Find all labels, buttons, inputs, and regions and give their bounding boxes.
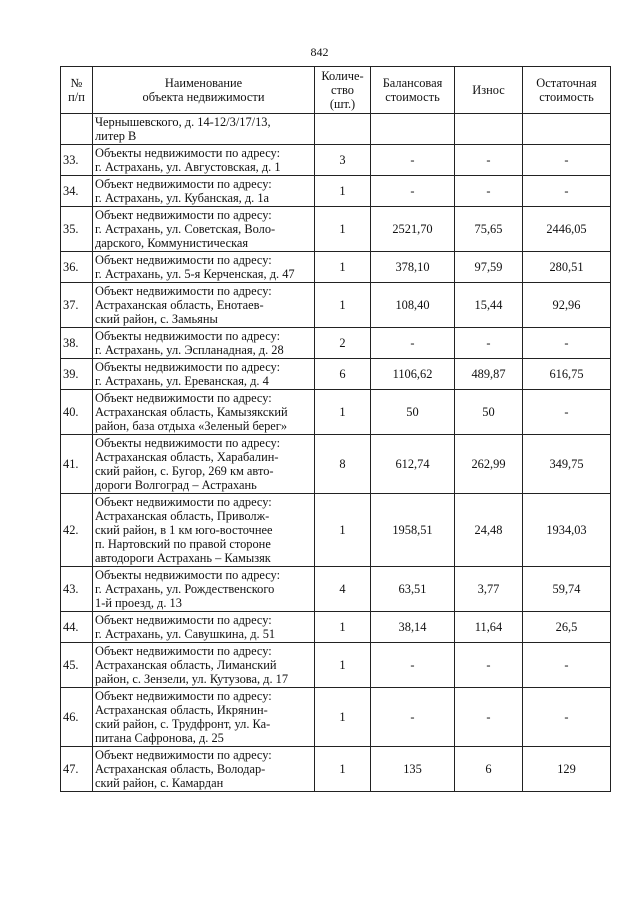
object-name: Объект недвижимости по адресу: Астраханская область, Камызякский район, база отдыха «Зеленый берег» [93,390,315,435]
balance-value: - [371,643,455,688]
quantity: 2 [315,328,371,359]
table-row [61,612,611,643]
row-number: 33. [61,145,93,176]
wear-value: 489,87 [455,359,523,390]
quantity: 1 [315,688,371,747]
table-row [61,207,611,252]
wear-value: 50 [455,390,523,435]
row-number: 43. [61,567,93,612]
wear-value: 6 [455,747,523,792]
object-name: Объект недвижимости по адресу: Астраханская область, Лиманский район, с. Зензели, ул. Кутузова, д. 17 [93,643,315,688]
col-header-name: Наименование объекта недвижимости [93,67,315,114]
quantity: 1 [315,643,371,688]
row-number: 35. [61,207,93,252]
balance-value [371,114,455,145]
quantity: 1 [315,747,371,792]
table-row [61,390,611,435]
quantity: 3 [315,145,371,176]
residual-value: - [523,643,611,688]
quantity: 6 [315,359,371,390]
col-header-qty: Количе- ство (шт.) [315,67,371,114]
balance-value: 1958,51 [371,494,455,567]
table-row [61,567,611,612]
quantity: 1 [315,176,371,207]
object-name: Объекты недвижимости по адресу: г. Астрахань, ул. Эспланадная, д. 28 [93,328,315,359]
quantity: 8 [315,435,371,494]
table-row [61,359,611,390]
wear-value: 97,59 [455,252,523,283]
balance-value: - [371,176,455,207]
table-row [61,688,611,747]
residual-value: 1934,03 [523,494,611,567]
quantity: 1 [315,207,371,252]
wear-value: 262,99 [455,435,523,494]
row-number: 40. [61,390,93,435]
residual-value: - [523,176,611,207]
balance-value: 378,10 [371,252,455,283]
row-number: 34. [61,176,93,207]
balance-value: 63,51 [371,567,455,612]
table-row [61,494,611,567]
row-number: 36. [61,252,93,283]
table-row [61,643,611,688]
wear-value [455,114,523,145]
quantity: 1 [315,494,371,567]
row-number [61,114,93,145]
residual-value: 280,51 [523,252,611,283]
table-row [61,176,611,207]
residual-value: 59,74 [523,567,611,612]
balance-value: 38,14 [371,612,455,643]
object-name: Объекты недвижимости по адресу: Астраханская область, Харабалин- ский район, с. Бугор, 269 км авто- дороги Волгоград – Астрахань [93,435,315,494]
row-number: 38. [61,328,93,359]
residual-value: 26,5 [523,612,611,643]
row-number: 37. [61,283,93,328]
table-row [61,145,611,176]
property-table [60,66,611,792]
quantity: 1 [315,390,371,435]
object-name: Объект недвижимости по адресу: Астраханская область, Володар- ский район, с. Камардан [93,747,315,792]
col-header-balance: Балансовая стоимость [371,67,455,114]
residual-value: 349,75 [523,435,611,494]
wear-value: 11,64 [455,612,523,643]
quantity: 1 [315,252,371,283]
residual-value: - [523,688,611,747]
row-number: 45. [61,643,93,688]
balance-value: 50 [371,390,455,435]
wear-value: - [455,688,523,747]
balance-value: 612,74 [371,435,455,494]
balance-value: - [371,688,455,747]
residual-value: - [523,328,611,359]
quantity: 1 [315,612,371,643]
row-number: 39. [61,359,93,390]
wear-value: - [455,328,523,359]
wear-value: - [455,145,523,176]
object-name: Объект недвижимости по адресу: г. Астрахань, ул. Советская, Воло- дарского, Коммунистическая [93,207,315,252]
quantity [315,114,371,145]
balance-value: 135 [371,747,455,792]
table-row [61,435,611,494]
wear-value: 3,77 [455,567,523,612]
residual-value: 2446,05 [523,207,611,252]
wear-value: 24,48 [455,494,523,567]
object-name: Объект недвижимости по адресу: г. Астрахань, ул. Савушкина, д. 51 [93,612,315,643]
balance-value: 108,40 [371,283,455,328]
object-name: Объекты недвижимости по адресу: г. Астрахань, ул. Ереванская, д. 4 [93,359,315,390]
balance-value: - [371,145,455,176]
table-row [61,114,611,145]
table-row [61,283,611,328]
quantity: 4 [315,567,371,612]
table-header-row [61,67,611,114]
row-number: 47. [61,747,93,792]
residual-value: - [523,390,611,435]
wear-value: - [455,643,523,688]
col-header-no: № п/п [61,67,93,114]
object-name: Объект недвижимости по адресу: г. Астрахань, ул. Кубанская, д. 1а [93,176,315,207]
table-row [61,747,611,792]
table-row [61,252,611,283]
wear-value: 15,44 [455,283,523,328]
balance-value: - [371,328,455,359]
residual-value: - [523,145,611,176]
balance-value: 2521,70 [371,207,455,252]
col-header-residual: Остаточная стоимость [523,67,611,114]
object-name: Объекты недвижимости по адресу: г. Астрахань, ул. Августовская, д. 1 [93,145,315,176]
wear-value: 75,65 [455,207,523,252]
row-number: 41. [61,435,93,494]
row-number: 42. [61,494,93,567]
residual-value [523,114,611,145]
object-name: Объект недвижимости по адресу: Астраханская область, Икрянин- ский район, с. Трудфронт, ул. Ка- питана Сафронова, д. 25 [93,688,315,747]
object-name: Объекты недвижимости по адресу: г. Астрахань, ул. Рождественского 1-й проезд, д. 13 [93,567,315,612]
page-number: 842 [310,45,329,59]
row-number: 46. [61,688,93,747]
row-number: 44. [61,612,93,643]
quantity: 1 [315,283,371,328]
residual-value: 129 [523,747,611,792]
col-header-wear: Износ [455,67,523,114]
object-name: Объект недвижимости по адресу: Астраханская область, Енотаев- ский район, с. Замьяны [93,283,315,328]
residual-value: 616,75 [523,359,611,390]
object-name: Чернышевского, д. 14-12/3/17/13, литер В [93,114,315,145]
residual-value: 92,96 [523,283,611,328]
table-row [61,328,611,359]
wear-value: - [455,176,523,207]
balance-value: 1106,62 [371,359,455,390]
object-name: Объект недвижимости по адресу: Астраханская область, Приволж- ский район, в 1 км юго-восточнее п. Нартовский по правой стороне автодороги Астрахань – Камызяк [93,494,315,567]
object-name: Объект недвижимости по адресу: г. Астрахань, ул. 5-я Керченская, д. 47 [93,252,315,283]
